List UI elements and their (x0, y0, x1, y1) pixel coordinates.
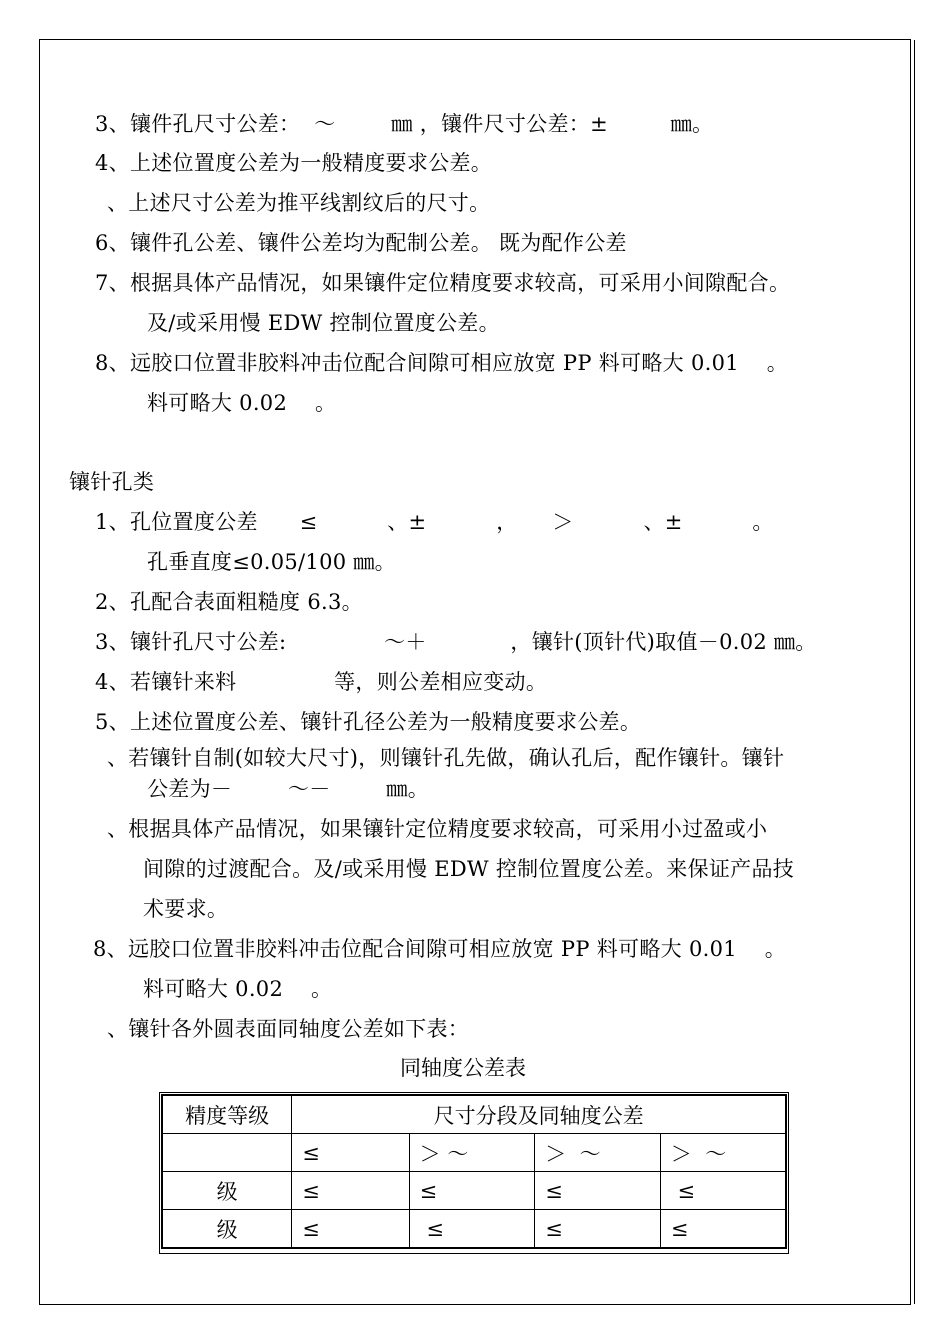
table-cell: ≤ (535, 1210, 661, 1249)
text-line: 6、镶件孔公差、镶件公差均为配制公差。 既为配作公差 (95, 231, 627, 255)
text-line: 、若镶针自制(如较大尺寸)，则镶针孔先做，确认孔后，配作镶针。镶针 (107, 746, 785, 770)
text-line: 及/或采用慢 EDW 控制位置度公差。 (147, 311, 500, 335)
text-line: 3、镶针孔尺寸公差: ～＋ ，镶针(顶针代)取值－0.02 ㎜。 (95, 630, 817, 654)
table-cell: 级 (162, 1210, 292, 1249)
table-header-cell: 精度等级 (162, 1095, 292, 1134)
text-line: 3、镶件孔尺寸公差： ～ ㎜ ，镶件尺寸公差：± ㎜。 (95, 112, 714, 136)
table-cell: ≤ (292, 1210, 409, 1249)
table-cell: ≤ (660, 1210, 786, 1249)
table-cell: ＞ ～ (660, 1134, 786, 1172)
table-row (162, 1210, 786, 1249)
text-line: 孔垂直度≤0.05/100 ㎜。 (147, 550, 396, 574)
text-line: 公差为－ ～－ ㎜。 (147, 777, 430, 801)
table-cell: ≤ (535, 1172, 661, 1210)
table-row (162, 1134, 786, 1172)
text-line: 7、根据具体产品情况，如果镶件定位精度要求较高，可采用小间隙配合。 (95, 271, 791, 295)
table-cell: 级 (162, 1172, 292, 1210)
table-cell: ≤ (409, 1210, 535, 1249)
text-line: 、上述尺寸公差为推平线割纹后的尺寸。 (107, 191, 491, 215)
text-line: 、镶针各外圆表面同轴度公差如下表： (107, 1017, 470, 1041)
text-line: 8、远胶口位置非胶料冲击位配合间隙可相应放宽 PP 料可略大 0.01 。 (95, 351, 789, 375)
section-heading: 镶针孔类 (69, 470, 155, 494)
text-line: 1、孔位置度公差 ≤ 、± ， ＞ 、± 。 (95, 510, 774, 534)
coaxiality-table (161, 1094, 787, 1249)
text-line: 5、上述位置度公差、镶针孔径公差为一般精度要求公差。 (95, 710, 642, 734)
text-line: 8、远胶口位置非胶料冲击位配合间隙可相应放宽 PP 料可略大 0.01 。 (93, 937, 787, 961)
table-cell: ≤ (409, 1172, 535, 1210)
table-cell: ＞ ～ (409, 1134, 535, 1172)
text-line: 2、孔配合表面粗糙度 6.3。 (95, 590, 363, 614)
text-line: 间隙的过渡配合。及/或采用慢 EDW 控制位置度公差。来保证产品技 (143, 857, 795, 881)
table-header-cell: 尺寸分段及同轴度公差 (292, 1095, 786, 1134)
text-line: 、根据具体产品情况，如果镶针定位精度要求较高，可采用小过盈或小 (107, 817, 768, 841)
text-line: 4、若镶针来料 等，则公差相应变动。 (95, 670, 548, 694)
table-cell: ≤ (292, 1172, 409, 1210)
table-cell: ＞ ～ (535, 1134, 661, 1172)
table-cell: ≤ (660, 1172, 786, 1210)
text-line: 料可略大 0.02 。 (143, 977, 333, 1001)
table-header-row (162, 1095, 786, 1134)
text-line: 料可略大 0.02 。 (147, 391, 337, 415)
table-cell: ≤ (292, 1134, 409, 1172)
table-title: 同轴度公差表 (400, 1056, 526, 1080)
text-line: 术要求。 (143, 897, 229, 921)
text-line: 4、上述位置度公差为一般精度要求公差。 (95, 151, 493, 175)
table-row (162, 1172, 786, 1210)
table-cell (162, 1134, 292, 1172)
